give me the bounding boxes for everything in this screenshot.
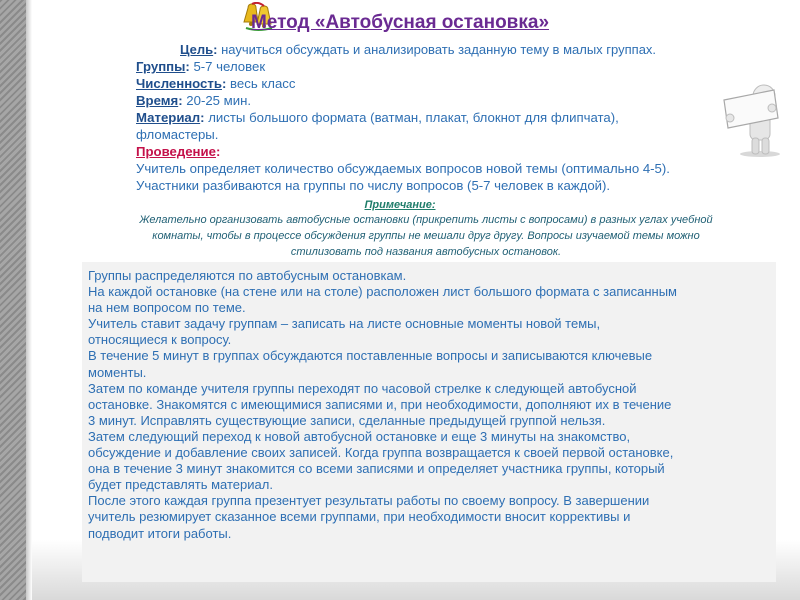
field-colon: :	[221, 76, 227, 91]
note-body	[86, 212, 766, 260]
steps-line: будет представлять материал.	[88, 477, 273, 493]
field-label: Материал	[136, 110, 201, 125]
procedure-heading	[136, 143, 736, 160]
note-line: Желательно организовать автобусные остановки (прикрепить листы с вопросами) в разных углах учебной	[139, 214, 713, 226]
field-label: Группы	[136, 59, 186, 74]
steps-line: относящиеся к вопросу.	[88, 332, 232, 348]
field-material-cont: фломастеры.	[136, 127, 219, 142]
decorative-left-strip-edge	[26, 0, 32, 600]
steps-line: на нем вопросом по теме.	[88, 300, 246, 316]
steps-line: остановке. Знакомятся с имеющимися записями и, при необходимости, дополняют их в течение	[88, 396, 672, 412]
decorative-left-strip	[0, 0, 26, 600]
steps-line: она в течение 3 минут знакомится со всеми записями и определяет участника группы, который	[88, 461, 665, 477]
steps-line: учитель резюмирует сказанное всеми группами, при необходимости вносит коррективы и	[88, 509, 631, 525]
steps-line: Затем следующий переход к новой автобусной остановке и еще 3 минуты на знакомство,	[88, 428, 631, 444]
steps-line: Затем по команде учителя группы переходят по часовой стрелке к следующей автобусной	[88, 380, 637, 396]
steps-text	[88, 268, 778, 542]
procedure-line: Участники разбиваются на группы по числу вопросов (5-7 человек в каждой).	[136, 178, 611, 193]
field-colon: :	[185, 59, 190, 74]
steps-line: моменты.	[88, 364, 147, 380]
steps-line: обсуждение и добавление своих записей. Когда группа возвращается к своей первой остановке,	[88, 445, 674, 461]
steps-line: 3 минут. Исправлять существующие записи, сделанные предыдущей группой нельзя.	[88, 412, 606, 428]
goal-label: Цель	[180, 42, 214, 57]
field-time	[136, 92, 736, 109]
steps-line: Учитель ставит задачу группам – записать на листе основные моменты новой темы,	[88, 316, 601, 332]
note-title: Примечание:	[364, 199, 436, 211]
page-title: Метод «Автобусная остановка»	[250, 12, 550, 33]
method-info	[136, 58, 736, 194]
field-value: листы большого формата (ватман, плакат, блокнот для флипчата),	[204, 110, 619, 125]
field-material	[136, 109, 736, 126]
procedure-label: Проведение	[136, 144, 216, 159]
goal-text: научиться обсуждать и анализировать заданную тему в малых группах.	[217, 42, 657, 57]
steps-line: После этого каждая группа презентует результаты работы по своему вопросу. В завершении	[88, 493, 650, 509]
procedure-colon: :	[215, 144, 221, 159]
goal-colon: :	[213, 42, 218, 57]
note-line: стилизовать под названия автобусных остановок.	[290, 246, 562, 258]
field-value: 20-25 мин.	[182, 93, 252, 108]
field-count	[136, 75, 736, 92]
goal-line	[180, 42, 760, 57]
note-line: комнаты, чтобы в процессе обсуждения группы не мешали друг другу. Вопросы изучаемой темы можно	[152, 230, 700, 242]
field-value: весь класс	[226, 76, 296, 91]
field-value: 5-7 человек	[189, 59, 266, 74]
steps-line: подводит итоги работы.	[88, 525, 232, 541]
person-holding-sign-icon	[720, 78, 784, 158]
field-label: Время	[136, 93, 179, 108]
procedure-line: Учитель определяет количество обсуждаемых вопросов новой темы (оптимально 4-5).	[136, 161, 670, 176]
field-colon: :	[178, 93, 183, 108]
field-colon: :	[200, 110, 205, 125]
field-label: Численность	[136, 76, 222, 91]
steps-line: Группы распределяются по автобусным остановкам.	[88, 268, 407, 283]
steps-line: На каждой остановке (на стене или на столе) расположен лист большого формата с записанным	[88, 284, 677, 300]
field-groups	[136, 58, 736, 75]
steps-line: В течение 5 минут в группах обсуждаются поставленные вопросы и записываются ключевые	[88, 348, 653, 364]
